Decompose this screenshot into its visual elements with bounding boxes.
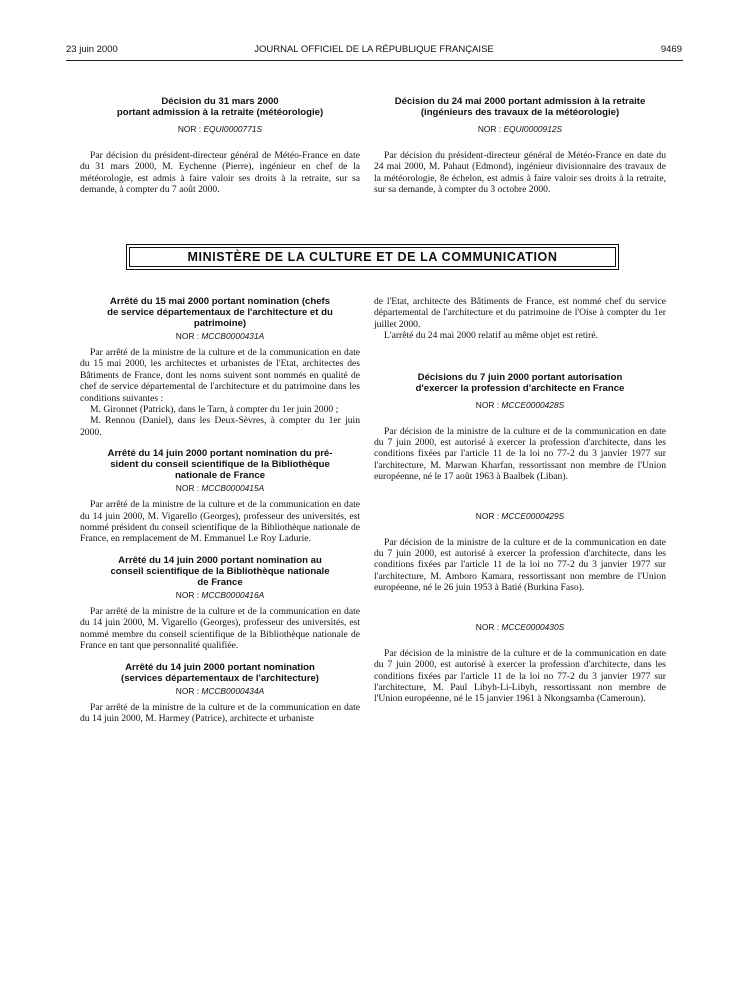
nor-reference: NOR : MCCE0000429S [475,510,565,521]
arrete-body: Par arrêté de la ministre de la culture et de la communication en date du 14 juin 2000, M. Harmey (Patrice), architecte et urbaniste [80,701,360,724]
arrete-chefs-service [80,296,360,438]
arrete-title: Arrêté du 14 juin 2000 portant nomination (services départementaux de l'architecture) [121,661,319,684]
arrete-body: Par arrêté de la ministre de la culture et de la communication en date du 15 mai 2000, les architectes et urbanistes de l'Etat, architectes des Bâtiments de France, dont les noms suivent sont nommés en qualité de chef de service départemental de l'architecture et du patrimoine dans les conditions suivantes : M. Gironnet (Patrick), dans le Tarn, à compter du 1er juin 2000 ; M. Rennou (Daniel), dans les Deux-Sèvres, à compter du 1er juin 2000. [80,347,360,438]
nor-reference: NOR : MCCB0000416A [175,589,265,600]
header-rule [66,60,683,61]
decision-body: Par décision de la ministre de la culture et de la communication en date du 7 juin 2000, est autorisé à exercer la profession d'architecte, dans les conditions fixées par l'article 11 de la loi no 77-2 du 3 janvier 1977 sur l'architecture, M. Amboro Kamara, ressortissant non membre de l'Union européenne, né le 26 juin 1953 à Batié (Burkina Faso). [374,536,666,594]
journal-title: JOURNAL OFFICIEL DE LA RÉPUBLIQUE FRANÇAISE [254,44,494,55]
decision-title: Décision du 24 mai 2000 portant admission à la retraite (ingénieurs des travaux de la météorologie) [394,96,646,118]
arrete-membre-conseil [80,555,360,652]
arrete-title: Arrêté du 14 juin 2000 portant nomination du pré- sident du conseil scientifique de la Bibliothèque nationale de France [107,448,333,482]
arrete-title: Arrêté du 14 juin 2000 portant nomination au conseil scientifique de la Bibliothèque nationale de France [110,554,330,588]
decision-body: Par décision de la ministre de la culture et de la communication en date du 7 juin 2000, est autorisé à exercer la profession d'architecte, dans les conditions fixées par l'article 11 de la loi no 77-2 du 3 janvier 1977 sur l'architecture, M. Paul Libyh-Li-Libyh, ressortissant non membre de l'Union européenne, né le 15 janvier 1961 à Nkongsamba (Cameroun). [374,647,666,705]
nor-reference: NOR : MCCB0000434A [175,685,265,696]
nor-reference: NOR : MCCE0000430S [475,621,565,632]
nor-reference: NOR : EQUI0000771S [177,124,263,134]
page-number: 9469 [660,44,682,55]
nor-reference: NOR : MCCE0000428S [475,399,565,410]
arrete-services-departementaux [80,662,360,725]
decision-retraite-mai [374,96,666,196]
left-column [80,296,360,724]
nor-reference: NOR : EQUI0000912S [477,124,563,134]
decision-retraite-mars [80,96,360,196]
ministry-title: MINISTÈRE DE LA CULTURE ET DE LA COMMUNICATION [129,247,616,267]
ministry-banner [126,244,619,270]
arrete-title: Arrêté du 15 mai 2000 portant nomination (chefs de service départementaux de l'architecture et du patrimoine) [107,296,333,329]
decision-body: Par décision de la ministre de la culture et de la communication en date du 7 juin 2000, est autorisé à exercer la profession d'architecte, dans les conditions fixées par l'article 11 de la loi no 77-2 du 3 janvier 1977 sur l'architecture, M. Marwan Kharfan, ressortissant non membre de l'Union européenne, né le 17 août 1963 à Baalbek (Liban). [374,425,666,483]
decision-body: Par décision du président-directeur général de Météo-France en date du 24 mai 2000, M. Pahaut (Edmond), ingénieur divisionnaire des travaux de la météorologie, 8e échelon, est admis à faire valoir ses droits à la retraite, sur sa demande, à compter du 3 octobre 2000. [374,150,666,196]
decision-title: Décision du 31 mars 2000 portant admission à la retraite (météorologie) [116,96,324,118]
arrete-body: Par arrêté de la ministre de la culture et de la communication en date du 14 juin 2000, M. Vigarello (Georges), professeur des universités, est nommé président du conseil scientifique de la Bibliothèque nationale de France, en remplacement de M. Emmanuel Le Roy Ladurie. [80,499,360,545]
arrete-body: Par arrêté de la ministre de la culture et de la communication en date du 14 juin 2000, M. Vigarello (Georges), professeur des universités, est nommé membre du conseil scientifique de la Bibliothèque nationale de France en tant que personnalité qualifiée. [80,605,360,652]
arrete-continuation: de l'Etat, architecte des Bâtiments de France, est nommé chef du service départemental de l'architecture et du patrimoine de l'Oise à compter du 1er juillet 2000. L'arrêté du 24 mai 2000 relatif au même objet est retiré. [374,296,666,342]
header-date: 23 juin 2000 [66,44,118,55]
right-column [374,296,666,705]
nor-reference: NOR : MCCB0000431A [175,331,265,341]
arrete-president-conseil [80,448,360,545]
decision-body: Par décision du président-directeur général de Météo-France en date du 31 mars 2000, M. Eychenne (Pierre), ingénieur en chef de la météorologie, est admis à faire valoir ses droits à la retraite, sur sa demande, à compter du 7 août 2000. [80,150,360,196]
nor-reference: NOR : MCCB0000415A [175,483,265,494]
decisions-title: Décisions du 7 juin 2000 portant autorisation d'exercer la profession d'architecte en France [415,371,625,394]
